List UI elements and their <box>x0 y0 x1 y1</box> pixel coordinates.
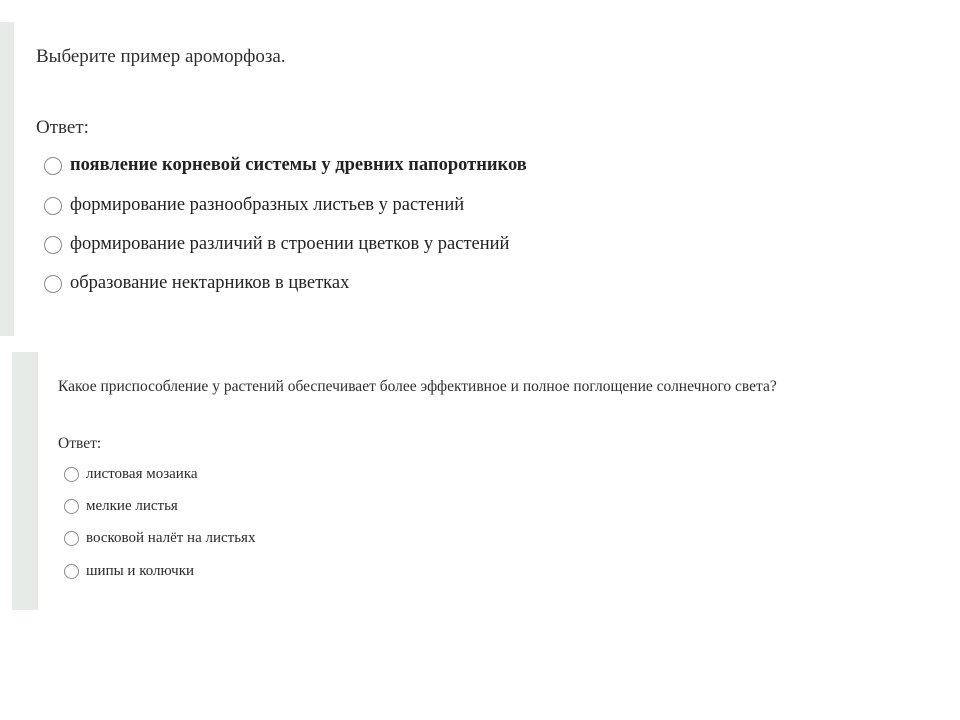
question-2-side-bar <box>12 352 38 610</box>
question-1-answer-label: Ответ: <box>36 117 89 138</box>
radio-button-icon[interactable] <box>64 531 79 546</box>
question-2-option-2[interactable] <box>64 498 178 515</box>
question-1-side-bar <box>0 22 14 336</box>
question-2-option-4[interactable] <box>64 563 194 580</box>
radio-button-icon[interactable] <box>44 197 62 215</box>
radio-button-icon[interactable] <box>44 236 62 254</box>
radio-button-icon[interactable] <box>64 564 79 579</box>
option-label: формирование различий в строении цветков у растений <box>70 234 510 254</box>
question-2-answer-label: Ответ: <box>58 435 102 452</box>
option-label: шипы и колючки <box>86 563 195 579</box>
option-label: листовая мозаика <box>86 466 198 482</box>
question-1-option-3[interactable] <box>44 234 509 255</box>
option-label: формирование разнообразных листьев у растений <box>70 195 465 215</box>
question-2-option-3[interactable] <box>64 530 255 547</box>
option-label: появление корневой системы у древних папоротников <box>70 155 527 175</box>
question-1-option-4[interactable] <box>44 273 349 294</box>
option-label: мелкие листья <box>86 498 178 514</box>
option-label: образование нектарников в цветках <box>70 273 350 293</box>
question-2-panel <box>12 352 38 610</box>
radio-button-icon[interactable] <box>64 499 79 514</box>
question-1-option-2[interactable] <box>44 195 464 216</box>
radio-button-icon[interactable] <box>44 157 62 175</box>
radio-button-icon[interactable] <box>44 275 62 293</box>
question-1-option-1[interactable] <box>44 155 527 176</box>
question-2-option-1[interactable] <box>64 466 198 483</box>
question-1-panel <box>0 22 14 336</box>
radio-button-icon[interactable] <box>64 467 79 482</box>
option-label: восковой налёт на листьях <box>86 530 256 546</box>
question-1-text: Выберите пример ароморфоза. <box>36 46 286 67</box>
question-2-text: Какое приспособление у растений обеспечивает более эффективное и полное поглощение солнечного света? <box>58 378 777 395</box>
